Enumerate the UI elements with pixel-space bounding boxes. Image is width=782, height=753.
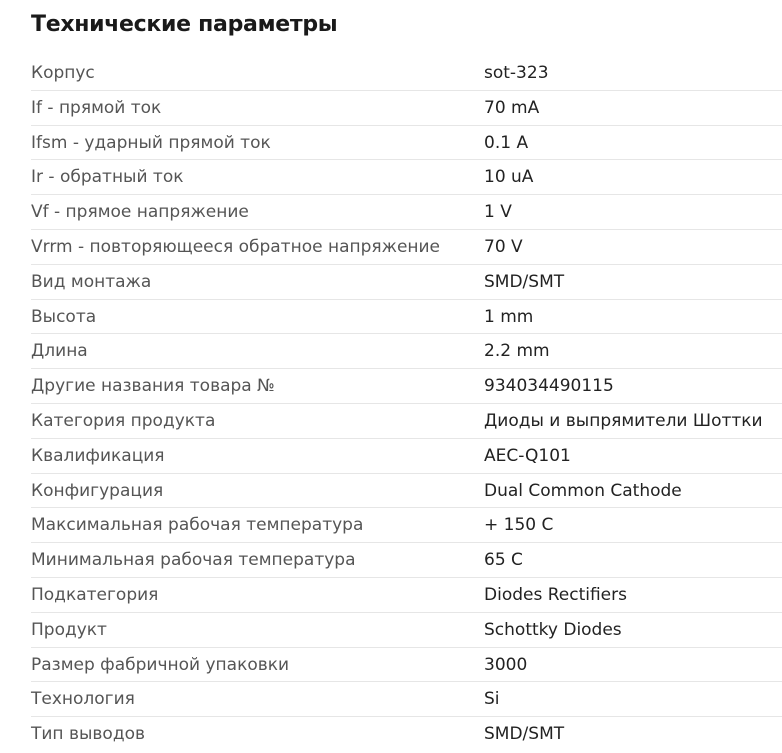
- param-label: Другие названия товара №: [31, 376, 275, 397]
- param-label: Подкатегория: [31, 584, 159, 605]
- param-value: 934034490115: [484, 376, 614, 397]
- param-label: Технология: [31, 689, 135, 710]
- param-row: [31, 613, 782, 648]
- param-value: 0.1 A: [484, 132, 529, 153]
- param-label: Ifsm - ударный прямой ток: [31, 132, 271, 153]
- param-value: sot-323: [484, 63, 549, 83]
- param-value: 65 C: [484, 550, 523, 571]
- param-row: [31, 56, 782, 91]
- param-label: Вид монтажа: [31, 271, 152, 292]
- param-row: [31, 369, 782, 404]
- param-label: Корпус: [31, 63, 95, 83]
- param-label: Максимальная рабочая температура: [31, 515, 364, 536]
- param-label: Категория продукта: [31, 410, 216, 431]
- param-value: Schottky Diodes: [484, 619, 622, 640]
- params-table: [31, 56, 782, 752]
- param-label: Высота: [31, 306, 97, 327]
- param-label: Квалификация: [31, 445, 165, 466]
- param-row: [31, 648, 782, 683]
- param-value: 2.2 mm: [484, 341, 550, 362]
- param-value: Diodes Rectifiers: [484, 584, 627, 605]
- param-row: [31, 91, 782, 126]
- param-value: 70 V: [484, 236, 523, 257]
- param-row: [31, 474, 782, 509]
- param-row: [31, 578, 782, 613]
- param-value: 3000: [484, 654, 528, 675]
- param-row: [31, 265, 782, 300]
- param-label: Длина: [31, 341, 88, 362]
- param-label: Vrrm - повторяющееся обратное напряжение: [31, 236, 441, 257]
- param-row: [31, 126, 782, 161]
- section-title: Технические параметры: [31, 12, 338, 37]
- param-row: [31, 543, 782, 578]
- param-value: SMD/SMT: [484, 271, 565, 292]
- param-row: [31, 230, 782, 265]
- param-row: [31, 334, 782, 369]
- param-label: Конфигурация: [31, 480, 164, 501]
- param-label: Тип выводов: [31, 724, 145, 745]
- param-value: AEC-Q101: [484, 445, 571, 466]
- param-value: Диоды и выпрямители Шоттки: [484, 410, 763, 431]
- param-label: Минимальная рабочая температура: [31, 550, 356, 571]
- param-row: [31, 404, 782, 439]
- param-value: + 150 C: [484, 515, 554, 536]
- param-label: Продукт: [31, 619, 107, 640]
- param-row: [31, 682, 782, 717]
- param-row: [31, 439, 782, 474]
- param-value: 70 mA: [484, 97, 540, 118]
- param-row: [31, 195, 782, 230]
- param-value: 10 uA: [484, 167, 534, 188]
- param-row: [31, 300, 782, 335]
- param-label: Ir - обратный ток: [31, 167, 184, 188]
- param-value: 1 mm: [484, 306, 534, 327]
- param-value: Si: [484, 689, 500, 710]
- param-value: SMD/SMT: [484, 724, 565, 745]
- param-label: Размер фабричной упаковки: [31, 654, 290, 675]
- param-row: [31, 508, 782, 543]
- param-row: [31, 160, 782, 195]
- param-label: Vf - прямое напряжение: [31, 202, 249, 223]
- param-value: Dual Common Cathode: [484, 480, 682, 501]
- param-row: [31, 717, 782, 752]
- param-label: If - прямой ток: [31, 97, 162, 118]
- param-value: 1 V: [484, 202, 512, 223]
